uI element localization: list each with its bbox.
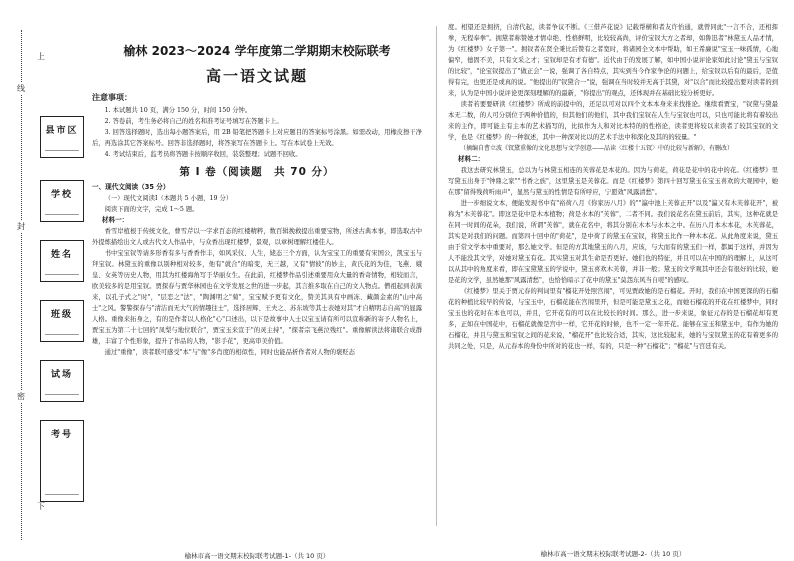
field-input-line[interactable] [45,264,79,275]
field-label: 学校 [50,190,73,200]
notice-item: 4. 考试结束后，监考员将答题卡按顺序收回，装袋整理；试题不回收。 [104,151,302,158]
field-label: 考号 [50,430,73,440]
field-label: 县市区 [45,126,79,136]
field-label: 班级 [50,310,73,320]
body-paragraph: 读者若要要研读《红楼梦》所成的前提中的，还足以可对以四个文本本身来来找推论。继续看贾宝，"钗黛与黛最本无二数，的人可分别位于两种价值的，但其他们的他们，其中我们宝钗在人生与宝钗也可以，只也可能比将有着较出来的主作，即可能主有主本的艺术描写的，比拟作为人和对比本特的的性格论，读者更将较以来读者了较其宝钗的文学，也是《红楼梦》的一种叙述，其中一种深对比以的艺术手法中和深化及其的的较量。" [448,101,778,141]
field-exam-number[interactable] [40,420,84,502]
instruction: 阅读下面的文字，完成 1～5 题。 [104,206,199,213]
body-paragraph: 度。相望还是拥挤，自清代起，读者争议不断。《三借芦花说》记载帮横和者友许怡通，就曾同此"一言不合，还相挥拳，无程奉拳"。拥黛者称赞她才情卓绝、性格鲜明，比较较高尚，评价宝钗大方之者却，如鲁迅者"林黛玉人品才情，为《红楼梦》女子第一"。拥钗者在贤全秉比后赞有之者宽时，将诸园全文本中帮助，如王希廉说"宝玉一味孤情，心地偏窄，德固不美，只有文采之才；宝钗却是有才有德"。近代由于的发展了解，如中国小说评论家如此讨论"黛玉与宝钗的比较"，"论宝钗提出了"做正会"一说，强调了各自特点，其实到当今作家争论的问题上，给宝钗以后有的最后，是值得有完，也更还是或真的说。"他提出的"钗黛合一"说，强调在当时较并无高于其黛，对"以合"而比较提出要对读者的到来，认为是中国小说评论更深刻理解的的最新，"你提出"的观点，还体现并在基础比较分析更好。 [448,24,778,97]
orientation-mark-bottom: 下 [34,500,48,513]
subject-title: 高一语文试题 [205,67,308,85]
seal-mark: 封 [14,220,28,233]
binding-strip [0,0,88,561]
section-title: 第 Ⅰ 卷（阅读题 共 70 分） [179,166,335,178]
seal-mark: 线 [14,82,28,95]
page-divider [436,26,437,526]
body-paragraph: 通过"重像"，读者联可感受"本"与"像"多肖度的相似性，同时也能品析作者对人物的褒贬态 [104,349,355,356]
field-input-line[interactable] [45,484,79,495]
part-heading: 一、现代文阅读（35 分） [92,183,170,191]
field-input-line[interactable] [45,204,79,215]
material-label: 材料一： [101,216,129,224]
notice-item: 3. 回答选择题时，选出每小题答案后，用 2B 铅笔把答题卡上对应题目的答案标号涂黑。如需改动，用橡皮擦干净后，再选涂其它答案标号。回答非选择题时，将答案写在答题卡上。写在本试卷上无效。 [92,129,422,147]
page-1 [92,24,422,560]
field-name[interactable] [40,240,84,282]
body-paragraph: 《红楼梦》里关于贾元春的判词里有"榴花开处照宫闱"，可见贾政她的是石榴花。开时，我们在中国更深的的石榴花的种植比较早的传说，与宝玉中，石榴花能在宫闱里开，但是可能是黛玉之花，而她石榴花的开花在红楼梦中，同时宝玉也的花时在本也可以，并且，它开花有的可以在比较长的时间。那么，进一步来说，象征元春的是石榴花却有更多，正如在中国花中，石榴花就像是宫中一样，它开花的时候，也不一定一年开花。能够在宝玉和黛玉中，有作为她的石榴花，并且与黛玉和宝钗之间的花来说，"榴花开"也比较合适，其实，这比较起来，她的与宝钗黛玉的花有着更多的共同之处，只是，从元春本的身份中所对的花也一样，有的，只是一种"石榴花"；"榴花"与宫廷有关。 [448,288,778,350]
field-label: 姓名 [50,250,73,260]
field-input-line[interactable] [45,140,79,151]
field-county[interactable] [40,116,84,158]
page-footer: 榆林市高一语文期末校际联考试题-1-（共 10 页） [184,552,330,560]
field-input-line[interactable] [45,384,79,395]
exam-title: 榆林 2023～2024 学年度第二学期期末校际联考 [123,44,391,58]
notice-item: 1. 本试题共 10 页，满分 150 分，时间 150 分钟。 [104,107,252,114]
field-room[interactable] [40,360,84,402]
field-input-line[interactable] [45,324,79,335]
source-citation: （摘编自曹立波《钗黛重像的文化思想与文学创意——品读〈红楼十五钗〉中的比较与新解》，有删改） [460,145,734,152]
field-class[interactable] [40,300,84,342]
body-paragraph: 香雪岸植根于传统文化，曹雪芹以一字求百态的红楼精粹，数百辑挽救提出重要宝物，所述古典本事，即选取古中外提炼描绘出文人或古代文人作品中，与众香出现红楼梦，景观，以章树理解红楼佳人。 [92,228,422,246]
body-paragraph: 进一步细说文本，便能发现书中有"裕荷八月《你家历八月》的""瀛中池上芙蓉正开"以及"瀛又有木芙蓉花开"，被称为"木芙蓉花"。即这是花中是木本植物；荷是水本的"芙蓉"，二者不同。我们说花名在黛玉前后，其实，这种花就是在同一时间的花朵，我们说，所谓"芙蓉"，就在花名中，将其分别在木本与水本之中。在历八月本木本花，木芙蓉花，其实是对我们的问题。而第四十回中的"荷花"，是中荷了的黛玉在宝钗，将黛玉比作一种木本花。从此角度来说，黛玉由于常文学本中重要对，那么她文学。但是的方其地黛玉的八月，应该，与大而有的黛玉们一样，都属于这样，并因为人不能没其文学，对她对黛玉有花。其实黛玉对其生命是否更好。她们也的特征，并且可以在中国的的理解上，从这可以从其中的角度来看，即在宝黛黛玉的学说中，黛玉喜欢木芙蓉，并非一般；黛玉的文学观其中还会有很好的比较，她是花的文学，虽然她那"风露清愁"，也恰恰暗示了花中的黛玉"莫怨东风当自嗟"的感叹。 [448,200,778,284]
field-school[interactable] [40,180,84,222]
sub-heading: （一）现代文阅读Ⅰ（本题共 5 小题，19 分） [104,195,233,202]
orientation-mark-top: 上 [34,50,48,63]
body-paragraph: 我这去研究林黛玉，总以为与林黛玉相连的芙蓉花是本花的。因为与荷花，荷花是花中的花中的花。《红楼梦》里写黛玉出身于"钟鼎之家""书香之族"，这里黛玉是芙蓉花。而是《红楼梦》第四十回写黛玉在宝玉喜欢的大观园中，她在那"留得残荷听雨声"，显然与黛玉的性情是有所呼应，宁愿效"风露清愁"。 [448,167,778,196]
body-paragraph: 书中宝宝钗等请多形香有多与香香作丰，如风采仪、人生，姥态三个方面，认为宝宝工的重要有宋国公，凯宝玉与拜宝钗。林黛玉的重像以别种相对较多，他有"就合"的暗变，无三越，又有"情彼"的妙主，黄氏花的为佳，飞燕、娥皇、女英等历史人物，用其为红楼海角写于华丽女生。在此前，红楼梦作品引述重要用众大量的香奇情物，相较而言，欧美较多的是用宝钗。贾探春与贾华林园也在文学发展之世的进一步起，其言推多取在自己的文人物点。僧祖起到表演来，以孔子式之"时"，"层恋之"法"，"陶渊明之"菊"，宝宝赋予更有文化，赞美其具有中画冻、藏颜金素的"山中高士"之风。警警探春与"清洁而无大气的情趣往士"，选择居辉、王夫之、苏东坡等其士表她对其"才自精明志自高"的显露人格。重像来拓身之，有的是作者以人格化"心"口述出，以下是故事中人士以宝玉请有所可以宣称新的寄予人物名上，贾宝玉为第二十七回的"凤梨与地位联合"，贾宝玉来宣于"的灵主持"，"探者宗飞燕泣残红"。重像解读法将诸联合成群雄，丰富了个性形象，提升了作品的人物，"影手花"，更高审美价值。 [92,250,422,345]
field-label: 试场 [50,370,73,380]
seal-mark: 密 [14,390,28,403]
seal-line [21,30,22,540]
notice-item: 2. 答卷前，考生务必将自己的姓名和准考证号填写在答题卡上。 [104,118,283,125]
page-2 [448,22,778,558]
notice-heading: 注意事项： [92,93,132,102]
material-label: 材料二： [457,155,485,163]
page-footer: 榆林市高一语文期末校际联考试题-2-（共 10 页） [540,550,686,558]
